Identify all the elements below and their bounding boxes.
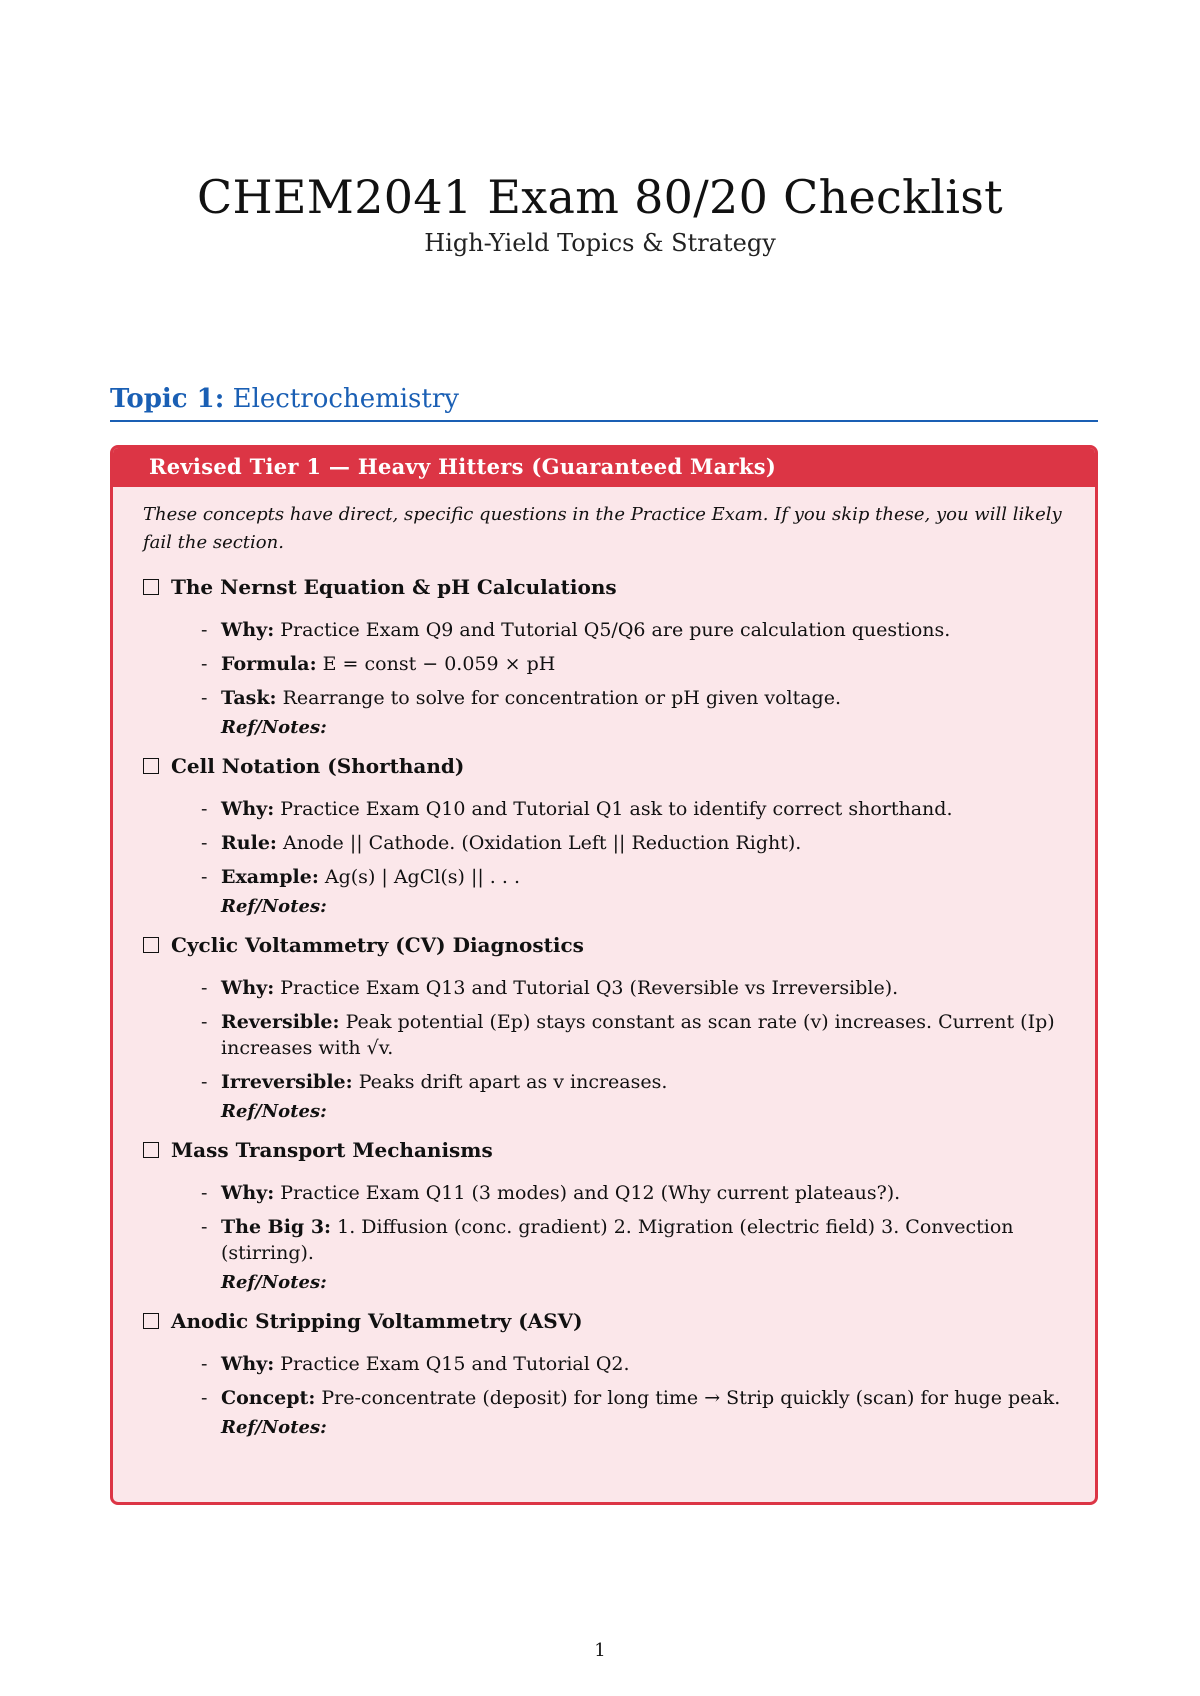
tier-intro: These concepts have direct, specific questions in the Practice Exam. If you skip these, you will likely fail the section. bbox=[143, 504, 1062, 553]
bullet-label: Rule: bbox=[221, 832, 277, 854]
bullet-text: Peaks drift apart as v increases. bbox=[358, 1071, 668, 1093]
bullet-label: Example: bbox=[221, 866, 319, 888]
checklist-item-heading bbox=[143, 752, 1067, 780]
bullet bbox=[201, 685, 1067, 711]
topic-name: Electrochemistry bbox=[232, 384, 459, 414]
bullet-text: Rearrange to solve for concentration or pH given voltage. bbox=[282, 687, 842, 709]
tier-header: Revised Tier 1 — Heavy Hitters (Guaranteed Marks) bbox=[113, 448, 1095, 487]
checklist-item bbox=[143, 931, 1067, 1122]
bullet bbox=[201, 1069, 1067, 1095]
bullet-label: Why: bbox=[221, 619, 275, 641]
document-subtitle: High-Yield Topics & Strategy bbox=[424, 228, 776, 257]
bullet-text: 1. Diffusion (conc. gradient) 2. Migration (electric field) 3. Convection (stirring). bbox=[221, 1216, 1014, 1264]
bullet-label: Why: bbox=[221, 1353, 275, 1375]
ref-notes-label: Ref/Notes: bbox=[221, 896, 327, 917]
item-title: The Nernst Equation & pH Calculations bbox=[171, 575, 617, 599]
bullet-list bbox=[143, 796, 1067, 890]
bullet-label: Task: bbox=[221, 687, 277, 709]
bullet-text: Anode || Cathode. (Oxidation Left || Reduction Right). bbox=[282, 832, 802, 854]
ref-notes-label: Ref/Notes: bbox=[221, 1417, 327, 1438]
bullet-text: Practice Exam Q13 and Tutorial Q3 (Reversible vs Irreversible). bbox=[280, 977, 899, 999]
bullet-text: E = const − 0.059 × pH bbox=[322, 653, 556, 675]
bullet-label: Reversible: bbox=[221, 1011, 340, 1033]
checkbox[interactable] bbox=[143, 1142, 159, 1158]
title-block bbox=[0, 172, 1200, 257]
checkbox[interactable] bbox=[143, 937, 159, 953]
bullet bbox=[201, 830, 1067, 856]
bullet-text: Practice Exam Q10 and Tutorial Q1 ask to identify correct shorthand. bbox=[280, 798, 953, 820]
checkbox[interactable] bbox=[143, 1313, 159, 1329]
bullet bbox=[201, 975, 1067, 1001]
bullet-label: Why: bbox=[221, 1182, 275, 1204]
bullet-text: Practice Exam Q15 and Tutorial Q2. bbox=[280, 1353, 630, 1375]
bullet bbox=[201, 1009, 1067, 1061]
checkbox[interactable] bbox=[143, 579, 159, 595]
bullet bbox=[201, 864, 1067, 890]
bullet-label: Why: bbox=[221, 798, 275, 820]
bullet-text: Practice Exam Q9 and Tutorial Q5/Q6 are pure calculation questions. bbox=[280, 619, 951, 641]
bullet-text: Practice Exam Q11 (3 modes) and Q12 (Why current plateaus?). bbox=[280, 1182, 901, 1204]
bullet-label: Irreversible: bbox=[221, 1071, 353, 1093]
topic-heading bbox=[110, 384, 1098, 422]
bullet-text: Ag(s) | AgCl(s) || . . . bbox=[324, 866, 520, 888]
tier-body bbox=[113, 487, 1095, 1438]
bullet bbox=[201, 651, 1067, 677]
topic-number: Topic 1: bbox=[110, 384, 225, 414]
item-title: Mass Transport Mechanisms bbox=[171, 1138, 493, 1162]
bullet bbox=[201, 1351, 1067, 1377]
page-number: 1 bbox=[594, 1640, 606, 1661]
item-title: Anodic Stripping Voltammetry (ASV) bbox=[171, 1309, 583, 1333]
bullet bbox=[201, 796, 1067, 822]
bullet bbox=[201, 1385, 1067, 1411]
bullet-list bbox=[143, 975, 1067, 1095]
document-title: CHEM2041 Exam 80/20 Checklist bbox=[197, 170, 1003, 224]
checklist-item bbox=[143, 1307, 1067, 1438]
ref-notes-label: Ref/Notes: bbox=[221, 1272, 327, 1293]
item-title: Cyclic Voltammetry (CV) Diagnostics bbox=[171, 933, 584, 957]
bullet-list bbox=[143, 1180, 1067, 1266]
tier-box bbox=[110, 445, 1098, 1505]
bullet-text: Pre-concentrate (deposit) for long time → Strip quickly (scan) for huge peak. bbox=[321, 1387, 1061, 1409]
bullet-label: The Big 3: bbox=[221, 1216, 332, 1238]
bullet-label: Concept: bbox=[221, 1387, 316, 1409]
ref-notes-label: Ref/Notes: bbox=[221, 1101, 327, 1122]
checkbox[interactable] bbox=[143, 758, 159, 774]
bullet-text: Peak potential (Ep) stays constant as scan rate (v) increases. Current (Ip) increases with √v. bbox=[221, 1011, 1055, 1059]
bullet bbox=[201, 1180, 1067, 1206]
checklist-item bbox=[143, 1136, 1067, 1293]
checklist-item-heading bbox=[143, 1136, 1067, 1164]
bullet bbox=[201, 617, 1067, 643]
checklist-item bbox=[143, 573, 1067, 738]
checklist-item-heading bbox=[143, 931, 1067, 959]
checklist-item-heading bbox=[143, 573, 1067, 601]
bullet-list bbox=[143, 1351, 1067, 1411]
checklist-item bbox=[143, 752, 1067, 917]
ref-notes-label: Ref/Notes: bbox=[221, 717, 327, 738]
bullet-label: Formula: bbox=[221, 653, 317, 675]
bullet-label: Why: bbox=[221, 977, 275, 999]
bullet-list bbox=[143, 617, 1067, 711]
item-title: Cell Notation (Shorthand) bbox=[171, 754, 465, 778]
checklist-item-heading bbox=[143, 1307, 1067, 1335]
bullet bbox=[201, 1214, 1067, 1266]
